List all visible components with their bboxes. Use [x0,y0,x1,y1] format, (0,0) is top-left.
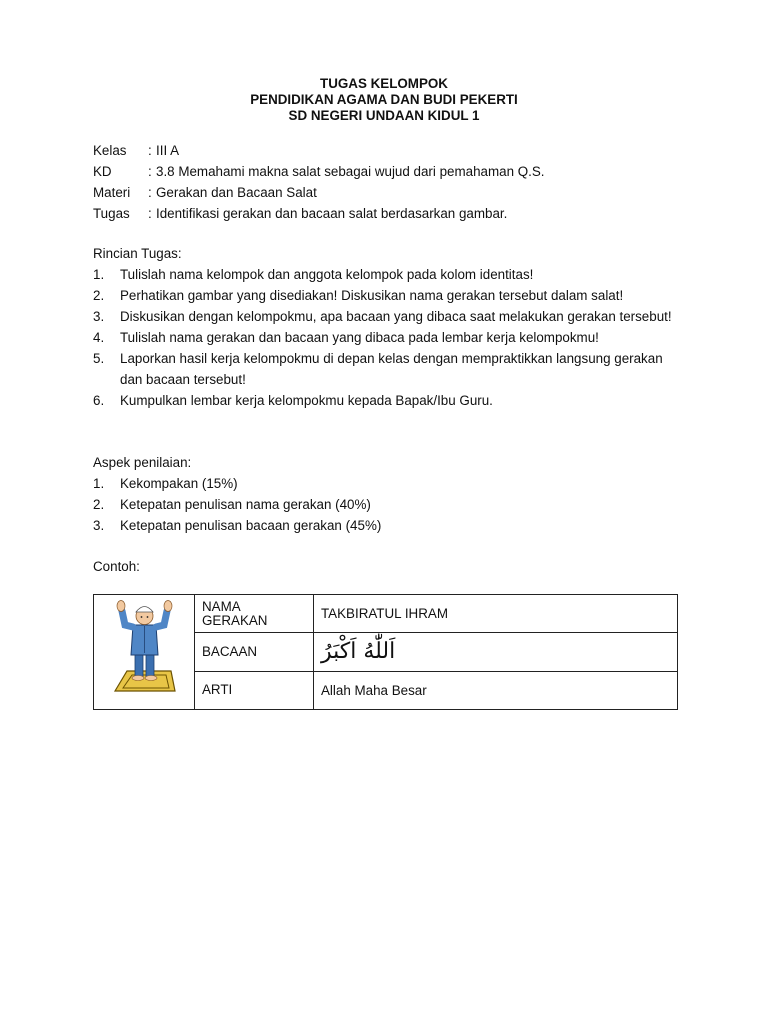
document-header [0,76,768,124]
meta-label: KD [93,164,112,179]
item-text: Ketepatan penulisan bacaan gerakan (45%) [120,518,382,533]
meta-value: 3.8 Memahami makna salat sebagai wujud dari pemahaman Q.S. [156,164,545,179]
header-line-3: SD NEGERI UNDAAN KIDUL 1 [288,108,480,123]
aspek-list [93,473,673,536]
item-number: 3. [93,309,105,324]
meta-label: Materi [93,185,131,200]
item-number: 2. [93,288,105,303]
rincian-list [93,264,673,411]
list-item [93,285,673,306]
left-eye [141,616,143,618]
item-number: 3. [93,518,105,533]
item-text: Tulislah nama gerakan dan bacaan yang dibaca pada lembar kerja kelompokmu! [120,330,599,345]
left-foot [132,676,144,681]
value-cell: Allah Maha Besar [314,671,678,709]
praying-boy-illustration [101,595,187,706]
item-text: Laporkan hasil kerja kelompokmu di depan kelas dengan mempraktikkan langsung gerakan dan bacaan tersebut! [120,351,663,387]
item-number: 1. [93,267,105,282]
label-cell: ARTI [195,671,314,709]
list-item [93,390,673,411]
meta-separator: : [148,206,152,221]
item-number: 5. [93,351,105,366]
table-row [94,595,678,633]
list-item [93,306,673,327]
meta-label: Kelas [93,143,127,158]
list-item [93,515,673,536]
label-cell: BACAAN [195,633,314,671]
right-eye [147,616,149,618]
arabic-text: اَللّٰهُ اَكْبَرُ [321,639,396,665]
item-text: Diskusikan dengan kelompokmu, apa bacaan yang dibaca saat melakukan gerakan tersebut! [120,309,672,324]
list-item [93,264,673,285]
meta-label: Tugas [93,206,130,221]
right-arm [156,611,167,627]
contoh-title: Contoh: [93,559,140,574]
left-leg [135,653,143,677]
value-cell [314,633,678,671]
aspek-title: Aspek penilaian: [93,455,192,470]
list-item [93,473,673,494]
item-number: 2. [93,497,105,512]
right-foot [145,676,157,681]
prayer-cap [136,607,153,613]
header-line-2: PENDIDIKAN AGAMA DAN BUDI PEKERTI [250,92,518,107]
left-arm [122,611,133,627]
meta-value: III A [156,143,180,158]
item-text: Tulislah nama kelompok dan anggota kelompok pada kolom identitas! [120,267,534,282]
meta-value: Identifikasi gerakan dan bacaan salat berdasarkan gambar. [156,206,508,221]
item-text: Kumpulkan lembar kerja kelompokmu kepada Bapak/Ibu Guru. [120,393,493,408]
left-hand [117,601,125,612]
item-number: 6. [93,393,105,408]
list-item [93,327,673,348]
meta-value: Gerakan dan Bacaan Salat [156,185,317,200]
item-text: Kekompakan (15%) [120,476,238,491]
figure-cell [94,595,195,710]
item-text: Perhatikan gambar yang disediakan! Diskusikan nama gerakan tersebut dalam salat! [120,288,624,303]
rincian-title: Rincian Tugas: [93,246,182,261]
right-hand [164,601,172,612]
meta-separator: : [148,185,152,200]
value-cell: TAKBIRATUL IHRAM [314,595,678,633]
meta-separator: : [148,143,152,158]
right-leg [146,653,154,677]
label-cell: NAMA GERAKAN [195,595,314,633]
list-item [93,348,673,390]
example-table [93,594,678,710]
item-number: 1. [93,476,105,491]
list-item [93,494,673,515]
item-text: Ketepatan penulisan nama gerakan (40%) [120,497,371,512]
header-line-1: TUGAS KELOMPOK [320,76,448,91]
meta-separator: : [148,164,152,179]
item-number: 4. [93,330,105,345]
